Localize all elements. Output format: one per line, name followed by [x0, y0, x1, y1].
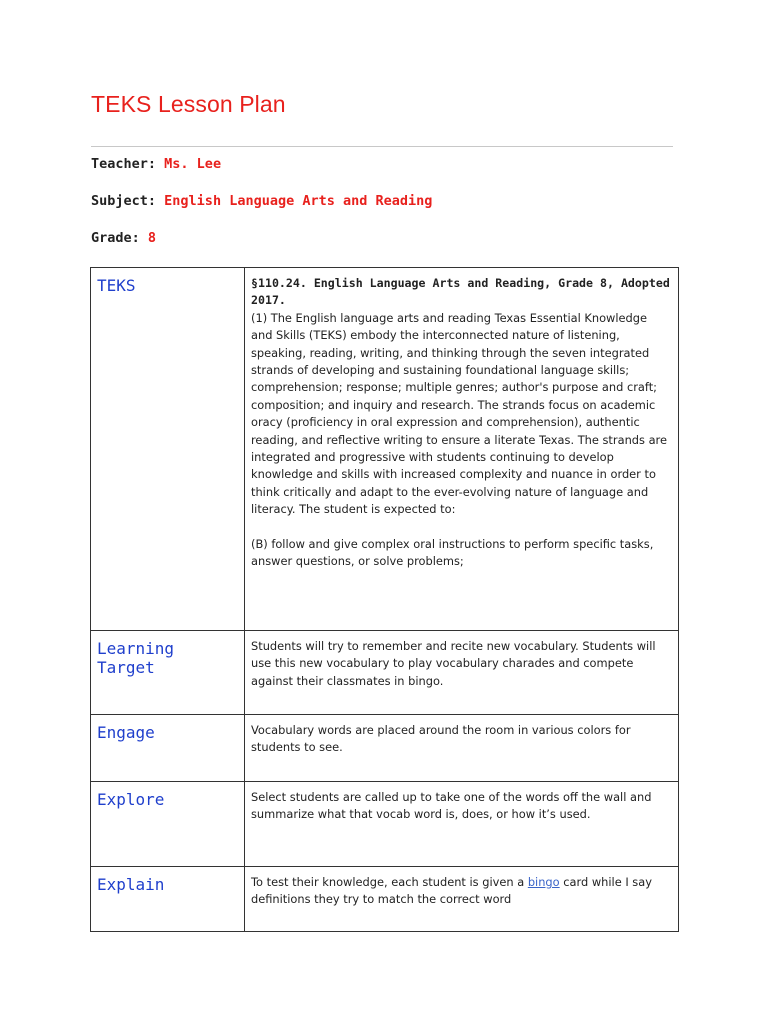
explain-content-cell [245, 867, 679, 932]
learning-target-label: Learning Target [97, 639, 175, 677]
explain-label: Explain [97, 875, 165, 894]
teacher-line [91, 156, 221, 172]
title-divider [91, 146, 673, 147]
table-row-teks [91, 268, 679, 631]
lesson-plan-table [90, 267, 679, 932]
learning-target-label-cell [91, 631, 245, 715]
grade-value: 8 [147, 230, 157, 246]
engage-label: Engage [97, 723, 155, 742]
subject-line [91, 193, 432, 209]
teacher-value: Ms. Lee [164, 156, 222, 172]
teks-heading: §110.24. English Language Arts and Reading, Grade 8, Adopted 2017. [251, 276, 670, 308]
engage-label-cell [91, 715, 245, 782]
explore-content-cell [245, 782, 679, 867]
teks-label: TEKS [97, 276, 136, 295]
subject-label: Subject: [91, 193, 157, 209]
document-title: TEKS Lesson Plan [91, 91, 286, 117]
explore-text: Select students are called up to take one of the words off the wall and summarize what that vocab word is, does, or how it’s used. [251, 790, 652, 822]
engage-text: Vocabulary words are placed around the room in various colors for students to see. [251, 723, 631, 755]
teks-paragraph-2: (B) follow and give complex oral instructions to perform specific tasks, answer questions, or solve problems; [251, 536, 654, 569]
explore-label-cell [91, 782, 245, 867]
table-row-explain [91, 867, 679, 932]
grade-label: Grade: [91, 230, 140, 246]
grade-line [91, 230, 156, 246]
learning-target-content-cell [245, 631, 679, 715]
paragraph-gap [251, 519, 672, 536]
explain-label-cell [91, 867, 245, 932]
subject-value: English Language Arts and Reading [164, 193, 433, 209]
explain-text-before: To test their knowledge, each student is given a [251, 875, 528, 889]
engage-content-cell [245, 715, 679, 782]
teks-content [245, 268, 678, 577]
explain-text-after: card while I say definitions they try to match the correct word [251, 875, 652, 907]
explore-label: Explore [97, 790, 165, 809]
explain-content [245, 867, 678, 915]
teks-content-cell [245, 268, 679, 631]
teks-paragraph-1: (1) The English language arts and reading Texas Essential Knowledge and Skills (TEKS) embody the interconnected nature of listening, speaking, reading, writing, and thinking through the seven integrated strands of developing and sustaining foundational language skills; comprehension; response; multiple genres; author's purpose and craft; composition; and inquiry and research. The strands focus on academic oracy (proficiency in oral expression and comprehension), authentic reading, and reflective writing to ensure a literate Texas. The strands are integrated and progressive with students continuing to develop knowledge and skills with increased complexity and nuance in order to think critically and adapt to the ever-evolving nature of language and literacy. The student is expected to: [251, 310, 667, 517]
teacher-label: Teacher: [91, 156, 157, 172]
table-row-learning-target [91, 631, 679, 715]
learning-target-text: Students will try to remember and recite new vocabulary. Students will use this new vocabulary to play vocabulary charades and compete against their classmates in bingo. [251, 639, 656, 688]
bingo-link[interactable]: bingo [527, 875, 560, 889]
teks-label-cell [91, 268, 245, 631]
table-row-explore [91, 782, 679, 867]
table-row-engage [91, 715, 679, 782]
